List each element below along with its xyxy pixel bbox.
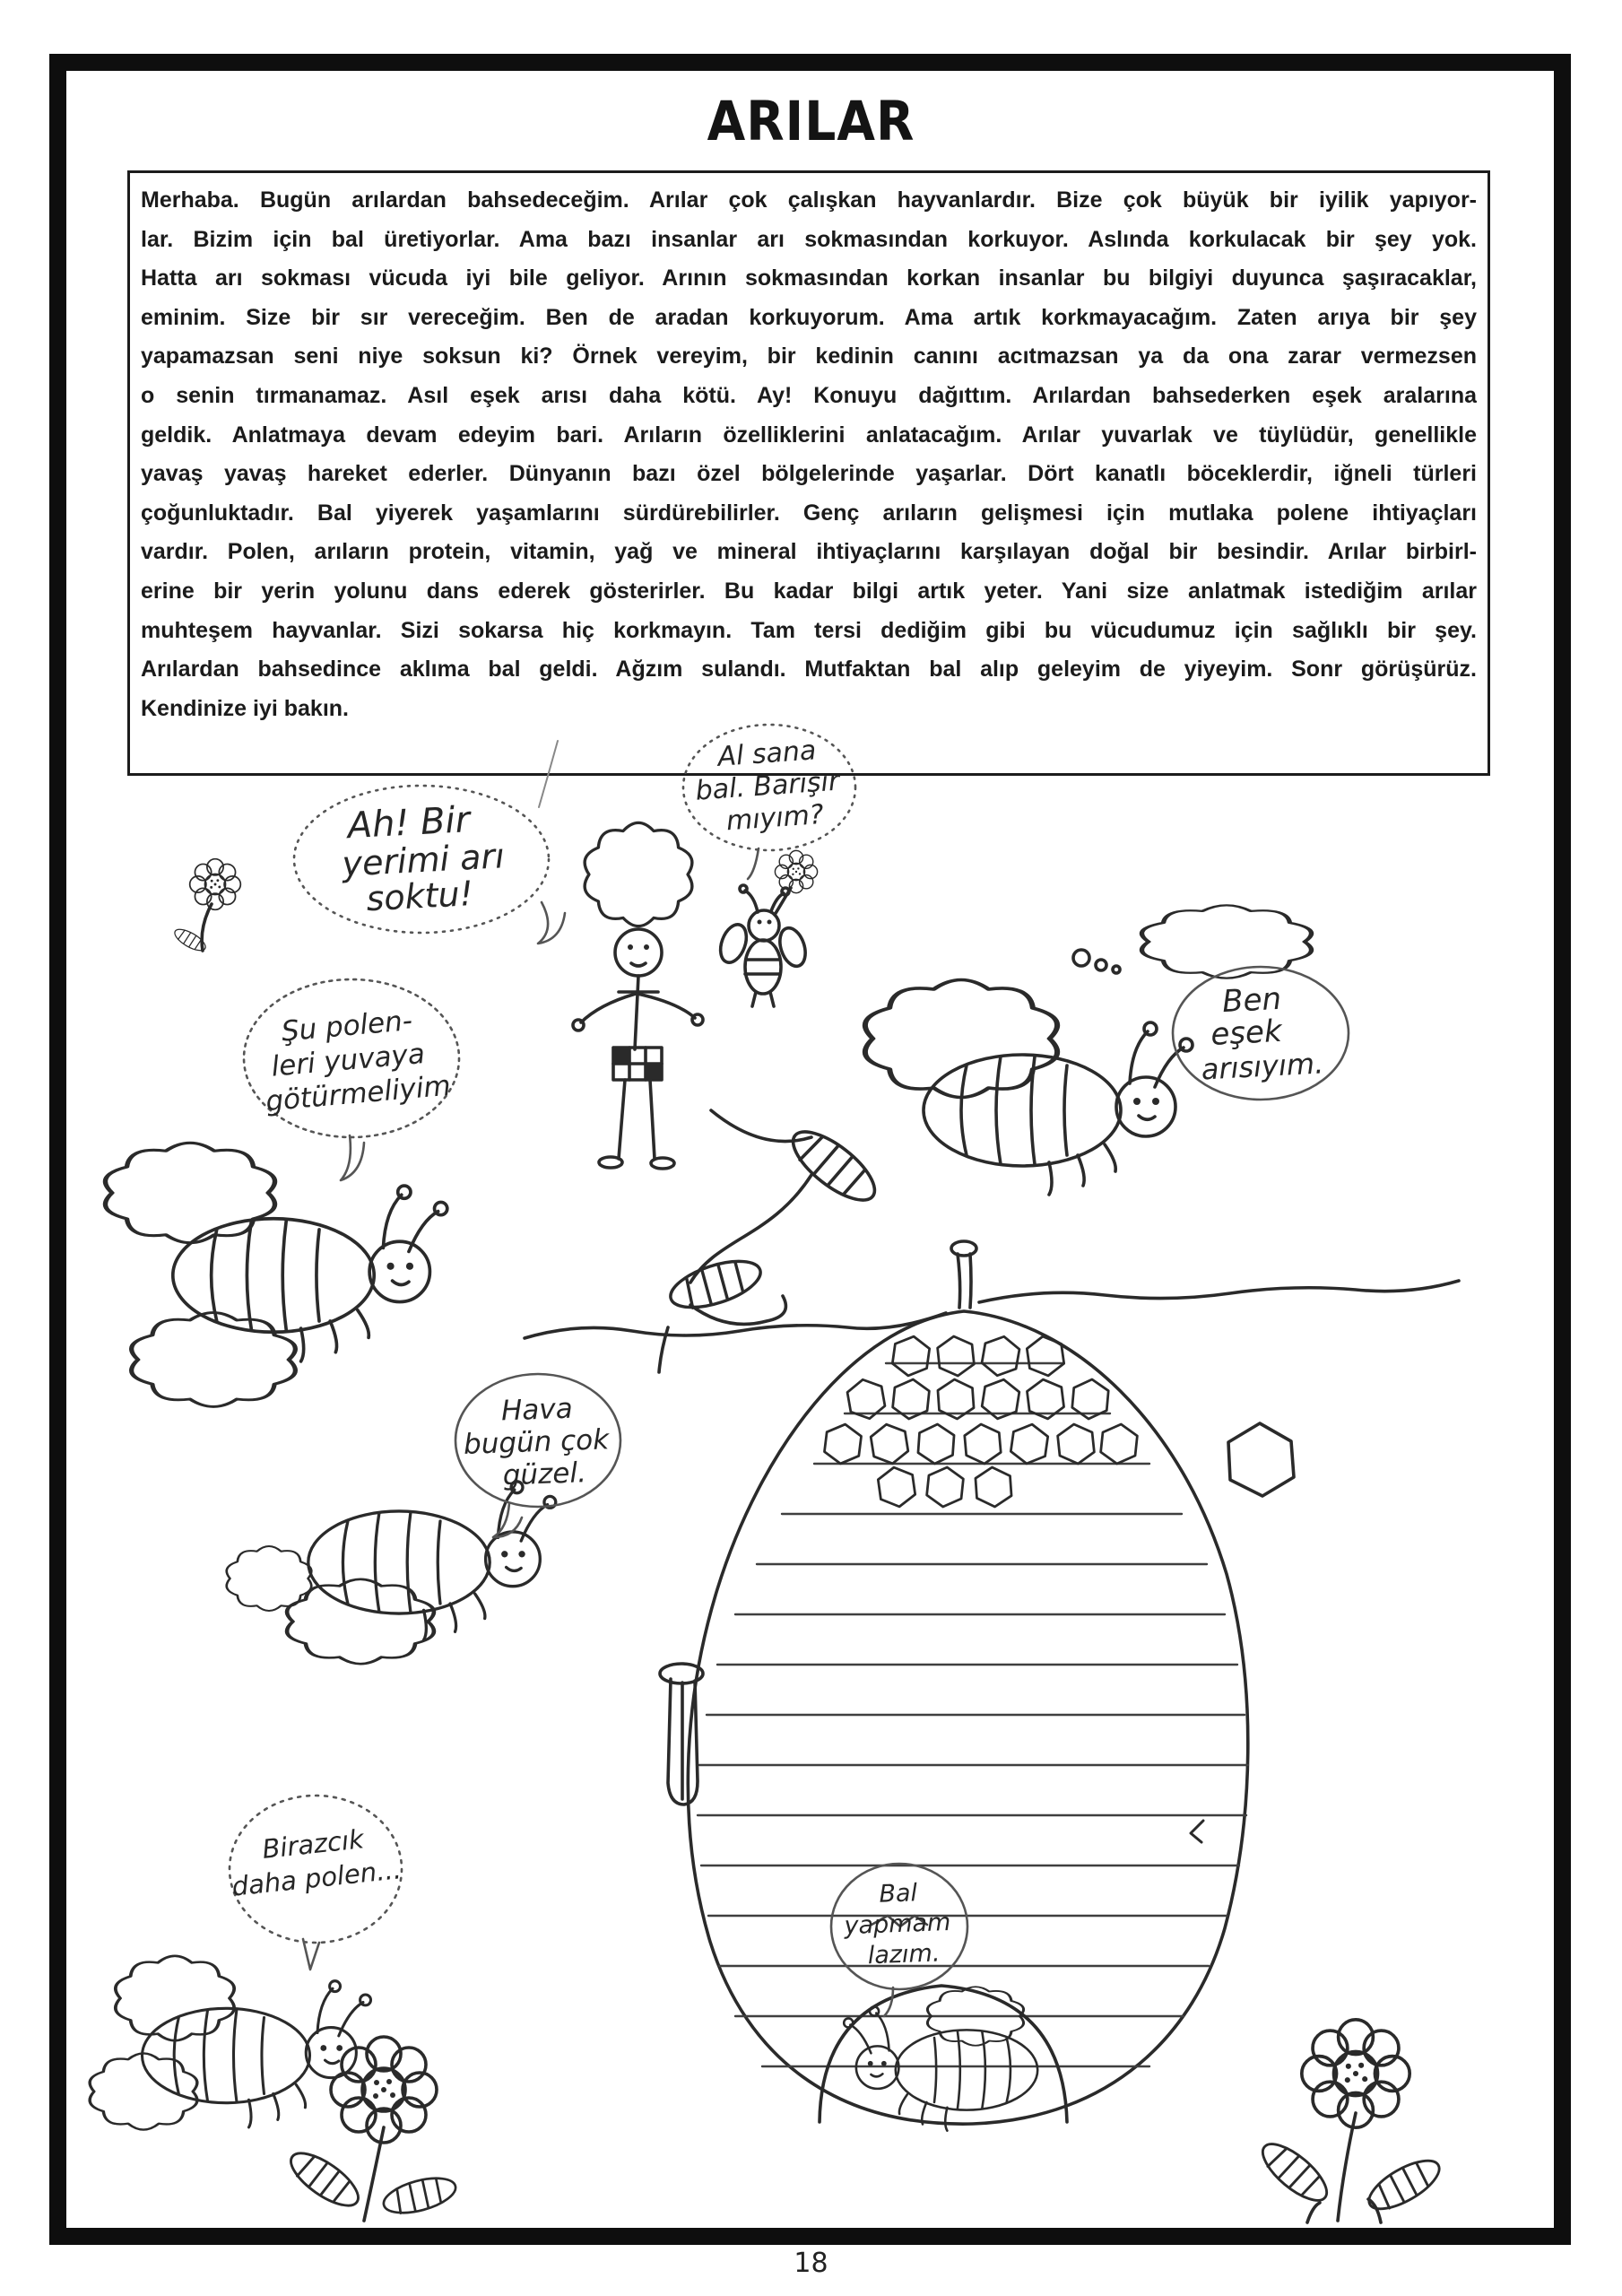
boy-face — [615, 929, 662, 976]
leaf-icon — [665, 1252, 766, 1317]
article-line: erine bir yerin yolunu dans ederek gösterirler. Bu kadar bilgi artık yeter. Yani size anlatmak istediğim arılar — [141, 578, 1477, 604]
honeycomb-cell-icon — [1026, 1334, 1065, 1378]
article-line: Hatta arı sokması vücuda iyi bile geliyor. Arının sokmasından korkan insanlar bu bilgiyi duyunca şaşıracaklar, — [141, 265, 1477, 291]
boy-figure — [573, 822, 703, 1169]
page-title: ARILAR — [707, 90, 915, 153]
flower-icon — [775, 850, 817, 892]
honeycomb-cell-icon — [1056, 1422, 1095, 1465]
bubble-text-line: arısıyım. — [1200, 1046, 1325, 1087]
hive-ruled-lines — [698, 1363, 1248, 2066]
honeycomb-cell-icon — [980, 1377, 1020, 1422]
honeycomb-cell-icon — [1099, 1422, 1138, 1465]
article-line: lar. Bizim için bal üretiyorlar. Ama bazı insanlar arı sokmasından korkuyor. Aslında korkulacak bir şey yok. — [141, 226, 1477, 252]
honeycomb-cells — [823, 1334, 1138, 1509]
checkered-shorts — [613, 1048, 662, 1080]
bubble-text-line: bal. Barışır — [694, 765, 841, 807]
bubble-text-line: bugün çok — [463, 1423, 610, 1461]
honeycomb-cell-icon — [846, 1377, 887, 1422]
honeycomb-cell-icon — [877, 1465, 916, 1509]
hexagon-cell — [1228, 1423, 1294, 1496]
bubble-text-line: Ben — [1221, 980, 1282, 1021]
wavy-line-right — [979, 1281, 1459, 1302]
bee-icon — [143, 1981, 371, 2127]
bee-icon — [173, 1186, 447, 1361]
bee-fairy — [716, 850, 817, 1006]
flower-top-left — [171, 859, 240, 955]
honeycomb-cell-icon — [917, 1423, 955, 1465]
leaf-icon — [1254, 2135, 1335, 2210]
bubble-text-line: götürmeliyim — [264, 1069, 453, 1118]
bubble-text-line: leri yuvaya — [270, 1037, 427, 1083]
honeycomb-cell-icon — [869, 1422, 909, 1466]
pencil-check-mark — [1191, 1821, 1203, 1842]
honeycomb-cell-icon — [891, 1334, 931, 1378]
bee-top-right-wasp — [865, 980, 1193, 1196]
honeycomb-cell-icon — [936, 1335, 975, 1378]
honeycomb-cell-icon — [1010, 1422, 1049, 1465]
leaf-icon — [783, 1120, 885, 1212]
bubble-text-line: Şu polen- — [280, 1004, 414, 1048]
page-number: 18 — [794, 2248, 828, 2279]
bee-bottom-left — [90, 1956, 370, 2130]
article-line: yapamazsan seni niye soksun ki? Örnek vereyim, bir kedinin canını acıtmazsan ya da ona zarar vermezsen — [141, 344, 1477, 370]
flower-icon — [190, 859, 241, 910]
bubble-text-line: Ah! Bir — [346, 799, 472, 848]
honeycomb-cell-icon — [925, 1465, 964, 1509]
article-line: eminim. Size bir sır vereceğim. Ben de aradan korkuyorum. Ama artık korkmayacağım. Zaten arıya bir şey — [141, 304, 1477, 330]
bubble-text-line: Al sana — [716, 735, 818, 773]
bubble-text-line: güzel. — [502, 1457, 587, 1492]
bubble-text-line: Hava — [500, 1392, 574, 1428]
honeycomb-cell-icon — [975, 1466, 1012, 1509]
honeycomb-cell-icon — [964, 1422, 1002, 1465]
bee-left — [105, 1143, 447, 1406]
article-line: geldik. Anlatmaya devam edeyim bari. Arıların özelliklerini anlatacağım. Arılar yuvarlak ve tüylüdür, genellikle — [141, 422, 1477, 448]
speech-bubble-text — [227, 734, 1324, 1971]
bubble-text-line: eşek — [1210, 1013, 1283, 1053]
bee-wing-icon — [116, 1956, 234, 2040]
bee-middle — [227, 1482, 556, 1664]
bubble-text-line: mıyım? — [724, 798, 825, 838]
article-line: yavaş yavaş hareket ederler. Dünyanın bazı özel bölgelerinde yaşarlar. Dört kanatlı böceklerdir, iğneli türleri — [141, 461, 1477, 487]
leaf-icon — [380, 2171, 459, 2219]
article-line: Kendinize iyi bakın. — [141, 695, 349, 721]
bubble-text-line: yerimi arı — [341, 836, 506, 884]
cloud-icon — [1141, 905, 1311, 978]
speech-bubbles — [230, 725, 1349, 2016]
leaf-icon — [283, 2144, 366, 2214]
afro-hair-icon — [585, 822, 692, 926]
bubble-text-line: daha polen... — [230, 1854, 403, 1902]
bubble-text-line: Birazcık — [260, 1823, 366, 1866]
bee-wing-icon — [132, 1313, 296, 1407]
article-line: muhteşem hayvanlar. Sizi sokarsa hiç korkmayın. Tam tersi dediğim gibi bu vücudumuz için sağlıklı bir şey. — [141, 617, 1477, 643]
bubble-text-line: yapmam — [844, 1909, 951, 1941]
bubble-text-line: lazım. — [867, 1939, 941, 1970]
article-line: Arılardan bahsedince aklıma bal geldi. Ağzım sulandı. Mutfaktan bal alıp geleyim de yiyeyim. Sonr görüşürüz. — [141, 657, 1477, 683]
hanging-pupa-cell — [660, 1664, 703, 1805]
bubble-text-line: soktu! — [365, 874, 474, 919]
honeycomb-cell-icon — [980, 1334, 1021, 1378]
thought-dots — [1073, 950, 1120, 973]
bee-wing-icon — [227, 1546, 312, 1611]
article-line: Merhaba. Bugün arılardan bahsedeceğim. Arılar çok çalışkan hayvanlardır. Bize çok büyük bir iyilik yapıyor- — [141, 187, 1477, 213]
stray-pencil-line — [539, 741, 558, 807]
article-line: vardır. Polen, arıların protein, vitamin, yağ ve mineral ihtiyaçlarını karşılayan doğal bir besindir. Arılar birbirl- — [141, 539, 1477, 565]
wavy-line-left — [525, 1313, 946, 1338]
flower-bottom-right — [1254, 2020, 1446, 2222]
honeycomb-cell-icon — [823, 1422, 863, 1466]
branch-leaves — [659, 1110, 885, 1372]
bee-wing-icon — [865, 980, 1057, 1098]
article-line: o senin tırmanamaz. Asıl eşek arısı daha kötü. Ay! Konuyu dağıttım. Arılardan bahsederken eşek aralarına — [141, 382, 1477, 408]
flower-icon — [1302, 2020, 1409, 2127]
hive-entrance-arch — [820, 1986, 1067, 2122]
bubble-text-line: Bal — [878, 1879, 918, 1909]
article-line: çoğunluktadır. Bal yiyerek yaşamlarını sürdürebilirler. Genç arıların gelişmesi için mutlaka polene ihtiyaçları — [141, 500, 1477, 526]
